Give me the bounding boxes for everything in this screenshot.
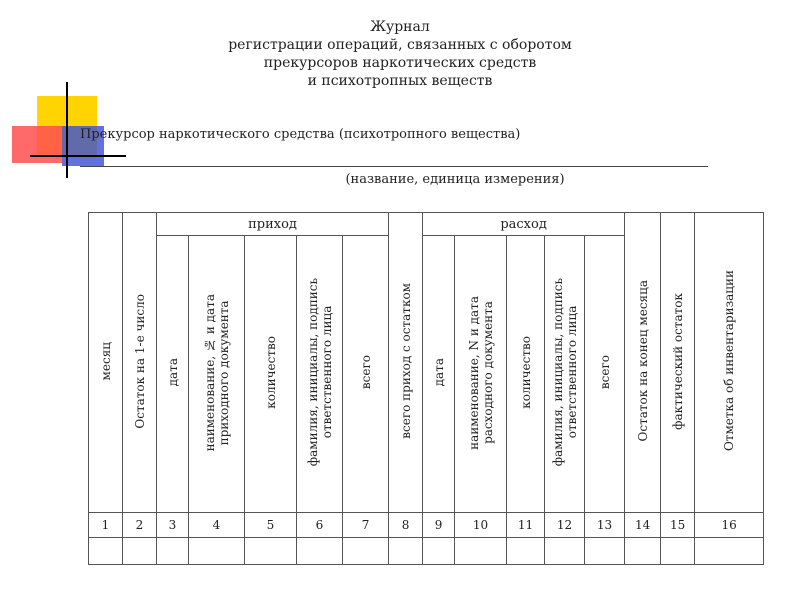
table-cell xyxy=(507,538,545,565)
column-number: 5 xyxy=(245,513,297,538)
column-number: 11 xyxy=(507,513,545,538)
header-in-total: всего xyxy=(343,236,389,513)
table-cell xyxy=(157,538,189,565)
unit-label: (название, единица измерения) xyxy=(345,172,565,187)
header-in-person: фамилия, инициалы, подпись ответственного лица xyxy=(297,236,343,513)
header-balance-start: Остаток на 1-е число xyxy=(123,213,157,513)
decor-vertical-line xyxy=(66,82,68,178)
title-line: Журнал xyxy=(370,19,430,35)
table-cell xyxy=(585,538,625,565)
column-number: 14 xyxy=(625,513,661,538)
table-cell xyxy=(297,538,343,565)
table-cell xyxy=(423,538,455,565)
header-total-with-balance: всего приход с остатком xyxy=(389,213,423,513)
journal-title xyxy=(220,18,580,90)
header-actual-balance: фактический остаток xyxy=(661,213,695,513)
header-in-doc: наименование, № и дата приходного документа xyxy=(189,236,245,513)
column-number: 9 xyxy=(423,513,455,538)
column-number: 15 xyxy=(661,513,695,538)
precursor-label: Прекурсор наркотического средства (психотропного вещества) xyxy=(80,127,521,142)
decor-red-square xyxy=(12,126,62,163)
header-out-total: всего xyxy=(585,236,625,513)
column-number: 3 xyxy=(157,513,189,538)
group-expense: расход xyxy=(423,213,625,236)
table-cell xyxy=(343,538,389,565)
journal-table xyxy=(88,212,764,565)
column-number: 1 xyxy=(89,513,123,538)
table-cell xyxy=(189,538,245,565)
column-number: 8 xyxy=(389,513,423,538)
header-in-date: дата xyxy=(157,236,189,513)
header-out-person: фамилия, инициалы, подпись ответственного лица xyxy=(545,236,585,513)
table-cell xyxy=(695,538,764,565)
table-cell xyxy=(389,538,423,565)
column-number: 16 xyxy=(695,513,764,538)
column-number: 6 xyxy=(297,513,343,538)
column-number: 12 xyxy=(545,513,585,538)
title-line: и психотропных веществ xyxy=(307,73,493,89)
table-cell xyxy=(455,538,507,565)
column-number: 7 xyxy=(343,513,389,538)
table-cell xyxy=(625,538,661,565)
group-income: приход xyxy=(157,213,389,236)
column-number: 13 xyxy=(585,513,625,538)
table-cell xyxy=(661,538,695,565)
precursor-fill-line xyxy=(80,166,708,167)
title-line: прекурсоров наркотических средств xyxy=(263,55,537,71)
table-cell xyxy=(89,538,123,565)
column-number: 4 xyxy=(189,513,245,538)
header-out-doc: наименование, N и дата расходного документа xyxy=(455,236,507,513)
header-in-qty: количество xyxy=(245,236,297,513)
header-out-date: дата xyxy=(423,236,455,513)
decor-horizontal-line xyxy=(30,155,126,157)
table-cell xyxy=(123,538,157,565)
title-line: регистрации операций, связанных с оборотом xyxy=(228,37,572,53)
column-number: 10 xyxy=(455,513,507,538)
table-cell xyxy=(245,538,297,565)
header-month: месяц xyxy=(89,213,123,513)
table-row xyxy=(89,538,764,565)
column-number: 2 xyxy=(123,513,157,538)
header-inventory-mark: Отметка об инвентаризации xyxy=(695,213,764,513)
header-out-qty: количество xyxy=(507,236,545,513)
header-balance-end: Остаток на конец месяца xyxy=(625,213,661,513)
table-cell xyxy=(545,538,585,565)
